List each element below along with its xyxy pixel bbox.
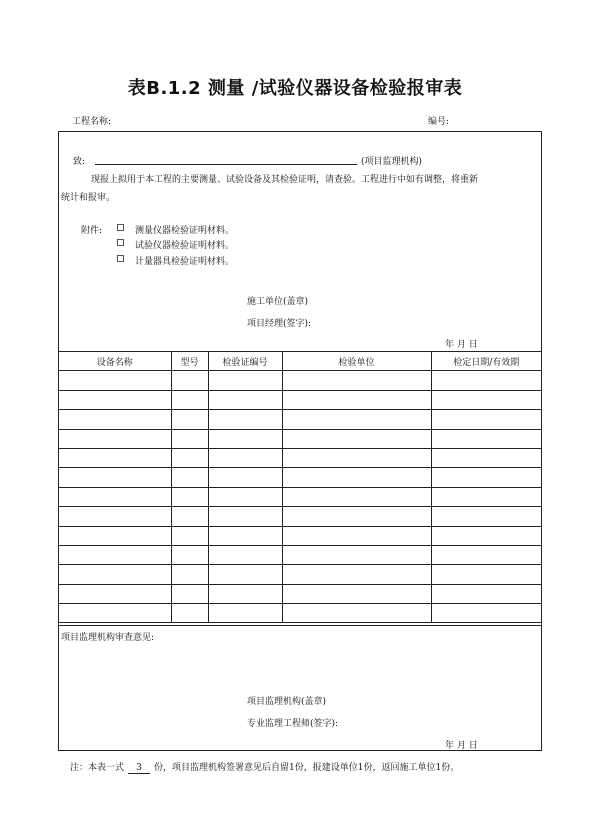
- column-header: 检验单位: [282, 352, 431, 371]
- table-cell[interactable]: [431, 565, 541, 584]
- table-cell[interactable]: [59, 487, 171, 506]
- table-cell[interactable]: [282, 584, 431, 603]
- equipment-table: [59, 351, 541, 623]
- table-row: [59, 468, 541, 487]
- note-prefix: 注：本表一式: [70, 763, 125, 773]
- attachment-item-1: 测量仪器检验证明材料。: [135, 226, 235, 236]
- table-cell[interactable]: [171, 429, 208, 448]
- table-cell[interactable]: [282, 390, 431, 409]
- note-suffix: 份，项目监理机构签署意见后自留1份，报建设单位1份，返回施工单位1份。: [154, 763, 460, 773]
- table-cell[interactable]: [431, 468, 541, 487]
- table-cell[interactable]: [431, 545, 541, 564]
- table-row: [59, 604, 541, 623]
- table-cell[interactable]: [208, 565, 282, 584]
- table-cell[interactable]: [171, 545, 208, 564]
- table-cell[interactable]: [171, 526, 208, 545]
- table-cell[interactable]: [59, 429, 171, 448]
- table-cell[interactable]: [208, 448, 282, 467]
- table-cell[interactable]: [208, 526, 282, 545]
- table-cell[interactable]: [282, 468, 431, 487]
- table-cell[interactable]: [59, 545, 171, 564]
- table-cell[interactable]: [59, 448, 171, 467]
- form-frame: [58, 131, 542, 751]
- column-header: 检定日期/有效期: [431, 352, 541, 371]
- table-cell[interactable]: [282, 565, 431, 584]
- table-row: [59, 545, 541, 564]
- table-cell[interactable]: [282, 545, 431, 564]
- attachment-checkbox-2[interactable]: [117, 239, 124, 246]
- table-cell[interactable]: [431, 584, 541, 603]
- attachment-item-3: 计量器具检验证明材料。: [135, 257, 235, 267]
- body-text-line1: 现报上拟用于本工程的主要测量、试验设备及其检验证明，请查验。工程进行中如有调整，将重新: [91, 175, 479, 185]
- table-cell[interactable]: [208, 604, 282, 623]
- table-cell[interactable]: [282, 487, 431, 506]
- table-cell[interactable]: [208, 545, 282, 564]
- review-date-label: 年 月 日: [445, 741, 478, 751]
- table-cell[interactable]: [171, 507, 208, 526]
- table-row: [59, 584, 541, 603]
- engineer-sign-label: 专业监理工程师(签字):: [247, 719, 339, 729]
- table-cell[interactable]: [431, 371, 541, 390]
- table-cell[interactable]: [431, 448, 541, 467]
- supervisor-org-field[interactable]: [95, 153, 357, 165]
- table-cell[interactable]: [208, 487, 282, 506]
- table-cell[interactable]: [208, 429, 282, 448]
- supervisor-org-label: (项目监理机构): [361, 157, 423, 167]
- table-cell[interactable]: [208, 468, 282, 487]
- submission-section: [59, 132, 541, 351]
- table-cell[interactable]: [431, 507, 541, 526]
- attachment-item-2: 试验仪器检验证明材料。: [135, 241, 235, 251]
- table-row: [59, 371, 541, 390]
- table-row: [59, 526, 541, 545]
- table-cell[interactable]: [282, 371, 431, 390]
- table-cell[interactable]: [431, 429, 541, 448]
- column-header: 型号: [171, 352, 208, 371]
- number-label: 编号:: [428, 117, 450, 127]
- attachment-checkbox-3[interactable]: [117, 255, 124, 262]
- review-opinion-label: 项目监理机构审查意见:: [61, 633, 155, 643]
- table-cell[interactable]: [282, 410, 431, 429]
- table-cell[interactable]: [282, 429, 431, 448]
- table-cell[interactable]: [171, 390, 208, 409]
- column-header: 设备名称: [59, 352, 171, 371]
- table-cell[interactable]: [171, 468, 208, 487]
- table-cell[interactable]: [208, 371, 282, 390]
- table-cell[interactable]: [59, 410, 171, 429]
- table-cell[interactable]: [59, 565, 171, 584]
- table-row: [59, 448, 541, 467]
- table-cell[interactable]: [59, 390, 171, 409]
- table-cell[interactable]: [208, 390, 282, 409]
- review-section: [59, 625, 541, 753]
- construction-unit-seal-label: 施工单位(盖章): [247, 297, 309, 307]
- table-row: [59, 565, 541, 584]
- table-cell[interactable]: [171, 584, 208, 603]
- table-row: [59, 390, 541, 409]
- date-label: 年 月 日: [445, 340, 478, 350]
- table-cell[interactable]: [208, 584, 282, 603]
- supervisor-seal-label: 项目监理机构(盖章): [247, 697, 327, 707]
- table-cell[interactable]: [282, 604, 431, 623]
- table-cell[interactable]: [171, 604, 208, 623]
- table-cell[interactable]: [431, 526, 541, 545]
- table-cell[interactable]: [59, 507, 171, 526]
- table-cell[interactable]: [171, 410, 208, 429]
- table-row: [59, 429, 541, 448]
- body-text-line2: 统计和报审。: [61, 193, 116, 203]
- table-cell[interactable]: [208, 410, 282, 429]
- to-label: 致:: [73, 157, 86, 167]
- table-cell[interactable]: [171, 371, 208, 390]
- table-cell[interactable]: [431, 604, 541, 623]
- page-title: 表B.1.2 测量 /试验仪器设备检验报审表: [127, 78, 463, 99]
- table-row: [59, 507, 541, 526]
- table-cell[interactable]: [431, 487, 541, 506]
- table-cell[interactable]: [431, 390, 541, 409]
- table-cell[interactable]: [208, 507, 282, 526]
- table-cell[interactable]: [59, 584, 171, 603]
- table-cell[interactable]: [59, 526, 171, 545]
- attachments-label: 附件:: [81, 226, 103, 236]
- table-cell[interactable]: [59, 604, 171, 623]
- table-cell[interactable]: [59, 371, 171, 390]
- table-cell[interactable]: [282, 526, 431, 545]
- table-cell[interactable]: [282, 507, 431, 526]
- table-cell[interactable]: [431, 410, 541, 429]
- table-cell[interactable]: [282, 448, 431, 467]
- copies-count: 3: [128, 763, 150, 774]
- table-row: [59, 410, 541, 429]
- table-cell[interactable]: [171, 487, 208, 506]
- column-header: 检验证编号: [208, 352, 282, 371]
- table-cell[interactable]: [171, 565, 208, 584]
- footnote: [70, 760, 459, 774]
- table-cell[interactable]: [59, 468, 171, 487]
- attachment-checkbox-1[interactable]: [117, 224, 124, 231]
- table-cell[interactable]: [171, 448, 208, 467]
- table-row: [59, 487, 541, 506]
- table-header-row: [59, 352, 541, 371]
- project-name-label: 工程名称:: [72, 117, 112, 127]
- project-manager-sign-label: 项目经理(签字):: [247, 319, 312, 329]
